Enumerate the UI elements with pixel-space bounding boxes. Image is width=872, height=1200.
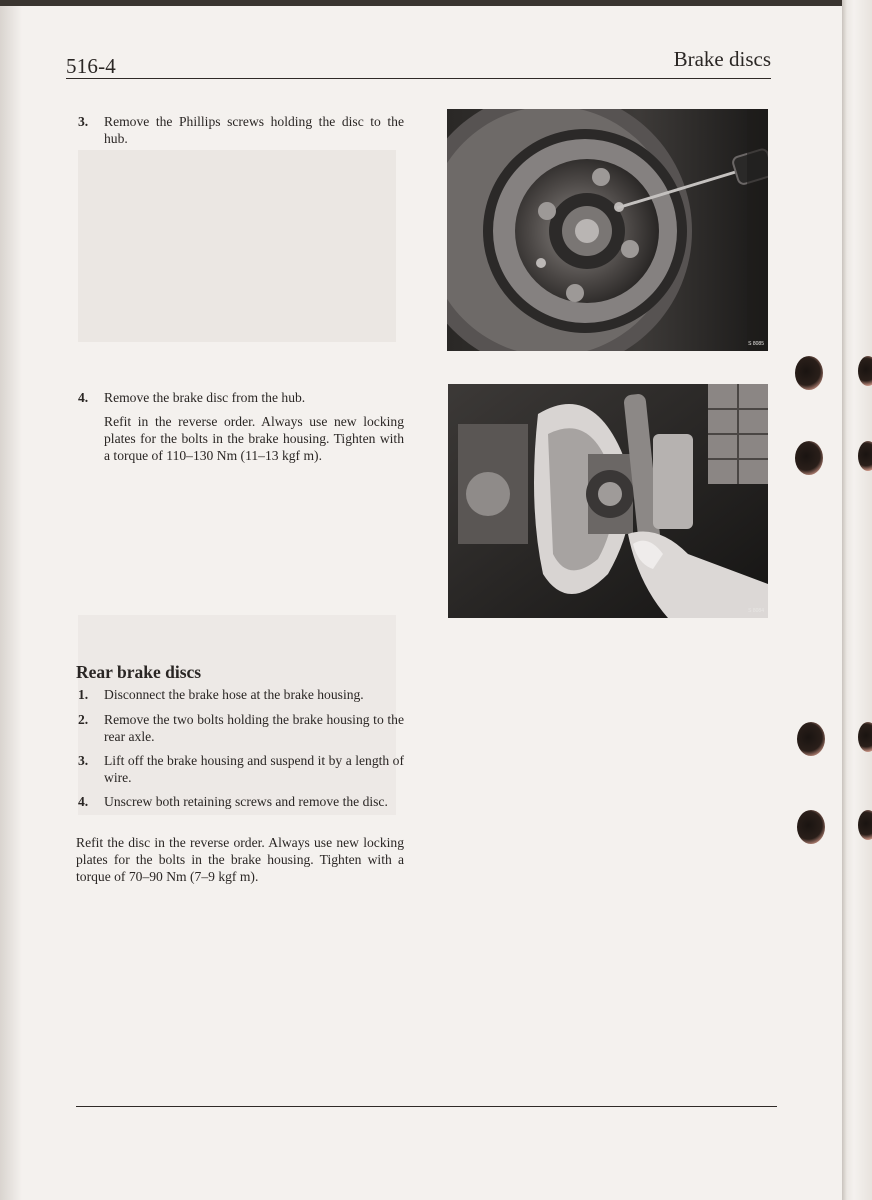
show-through-area bbox=[78, 150, 396, 342]
photo-reference-code: S 8085 bbox=[748, 341, 764, 347]
rear-refit-instructions: Refit the disc in the reverse order. Always use new locking plates for the bolts in the brake housing. Tighten with a torque of 70–90 Nm (7–9 kgf m). bbox=[76, 835, 404, 884]
step-number: 4. bbox=[78, 794, 89, 809]
step-number: 3. bbox=[78, 114, 89, 129]
section-title: Brake discs bbox=[673, 47, 771, 71]
binder-hole bbox=[858, 722, 872, 752]
binder-hole bbox=[795, 356, 823, 390]
step-text: Remove the two bolts holding the brake housing to the rear axle. bbox=[104, 712, 404, 744]
step-text: Lift off the brake housing and suspend it by a length of wire. bbox=[104, 753, 404, 785]
page-number: 516-4 bbox=[66, 54, 116, 78]
front-step-4 bbox=[78, 389, 404, 406]
binder-hole bbox=[797, 722, 825, 756]
rear-step-2 bbox=[78, 711, 404, 745]
front-step-3 bbox=[78, 113, 404, 147]
step-number: 1. bbox=[78, 687, 89, 702]
binder-hole bbox=[795, 441, 823, 475]
binder-hole bbox=[858, 356, 872, 386]
binder-hole bbox=[797, 810, 825, 844]
page-binding-shadow bbox=[0, 6, 22, 1200]
front-refit-instructions: Refit in the reverse order. Always use new locking plates for the bolts in the brake housing. Tighten with a torque of 110–130 Nm (11–13 kgf m). bbox=[104, 414, 404, 463]
binder-hole bbox=[858, 441, 872, 471]
step-text: Remove the Phillips screws holding the disc to the hub. bbox=[104, 114, 404, 146]
rear-step-1 bbox=[78, 686, 404, 703]
photo-reference-code: S 8084 bbox=[748, 608, 764, 614]
step-text: Remove the brake disc from the hub. bbox=[104, 390, 306, 405]
header-rule bbox=[66, 78, 771, 79]
step-text: Disconnect the brake hose at the brake housing. bbox=[104, 687, 364, 702]
step-number: 3. bbox=[78, 753, 89, 768]
page-edge bbox=[842, 0, 872, 1200]
step-number: 4. bbox=[78, 390, 89, 405]
footer-rule bbox=[76, 1106, 777, 1107]
photo-brake-disc-screwdriver bbox=[447, 109, 768, 351]
binder-hole bbox=[858, 810, 872, 840]
rear-step-3 bbox=[78, 752, 404, 786]
rear-brake-discs-heading: Rear brake discs bbox=[76, 662, 202, 682]
photo-brake-disc-removal bbox=[448, 384, 768, 618]
step-text: Unscrew both retaining screws and remove the disc. bbox=[104, 794, 388, 809]
rear-step-4 bbox=[78, 793, 404, 810]
step-number: 2. bbox=[78, 712, 89, 727]
